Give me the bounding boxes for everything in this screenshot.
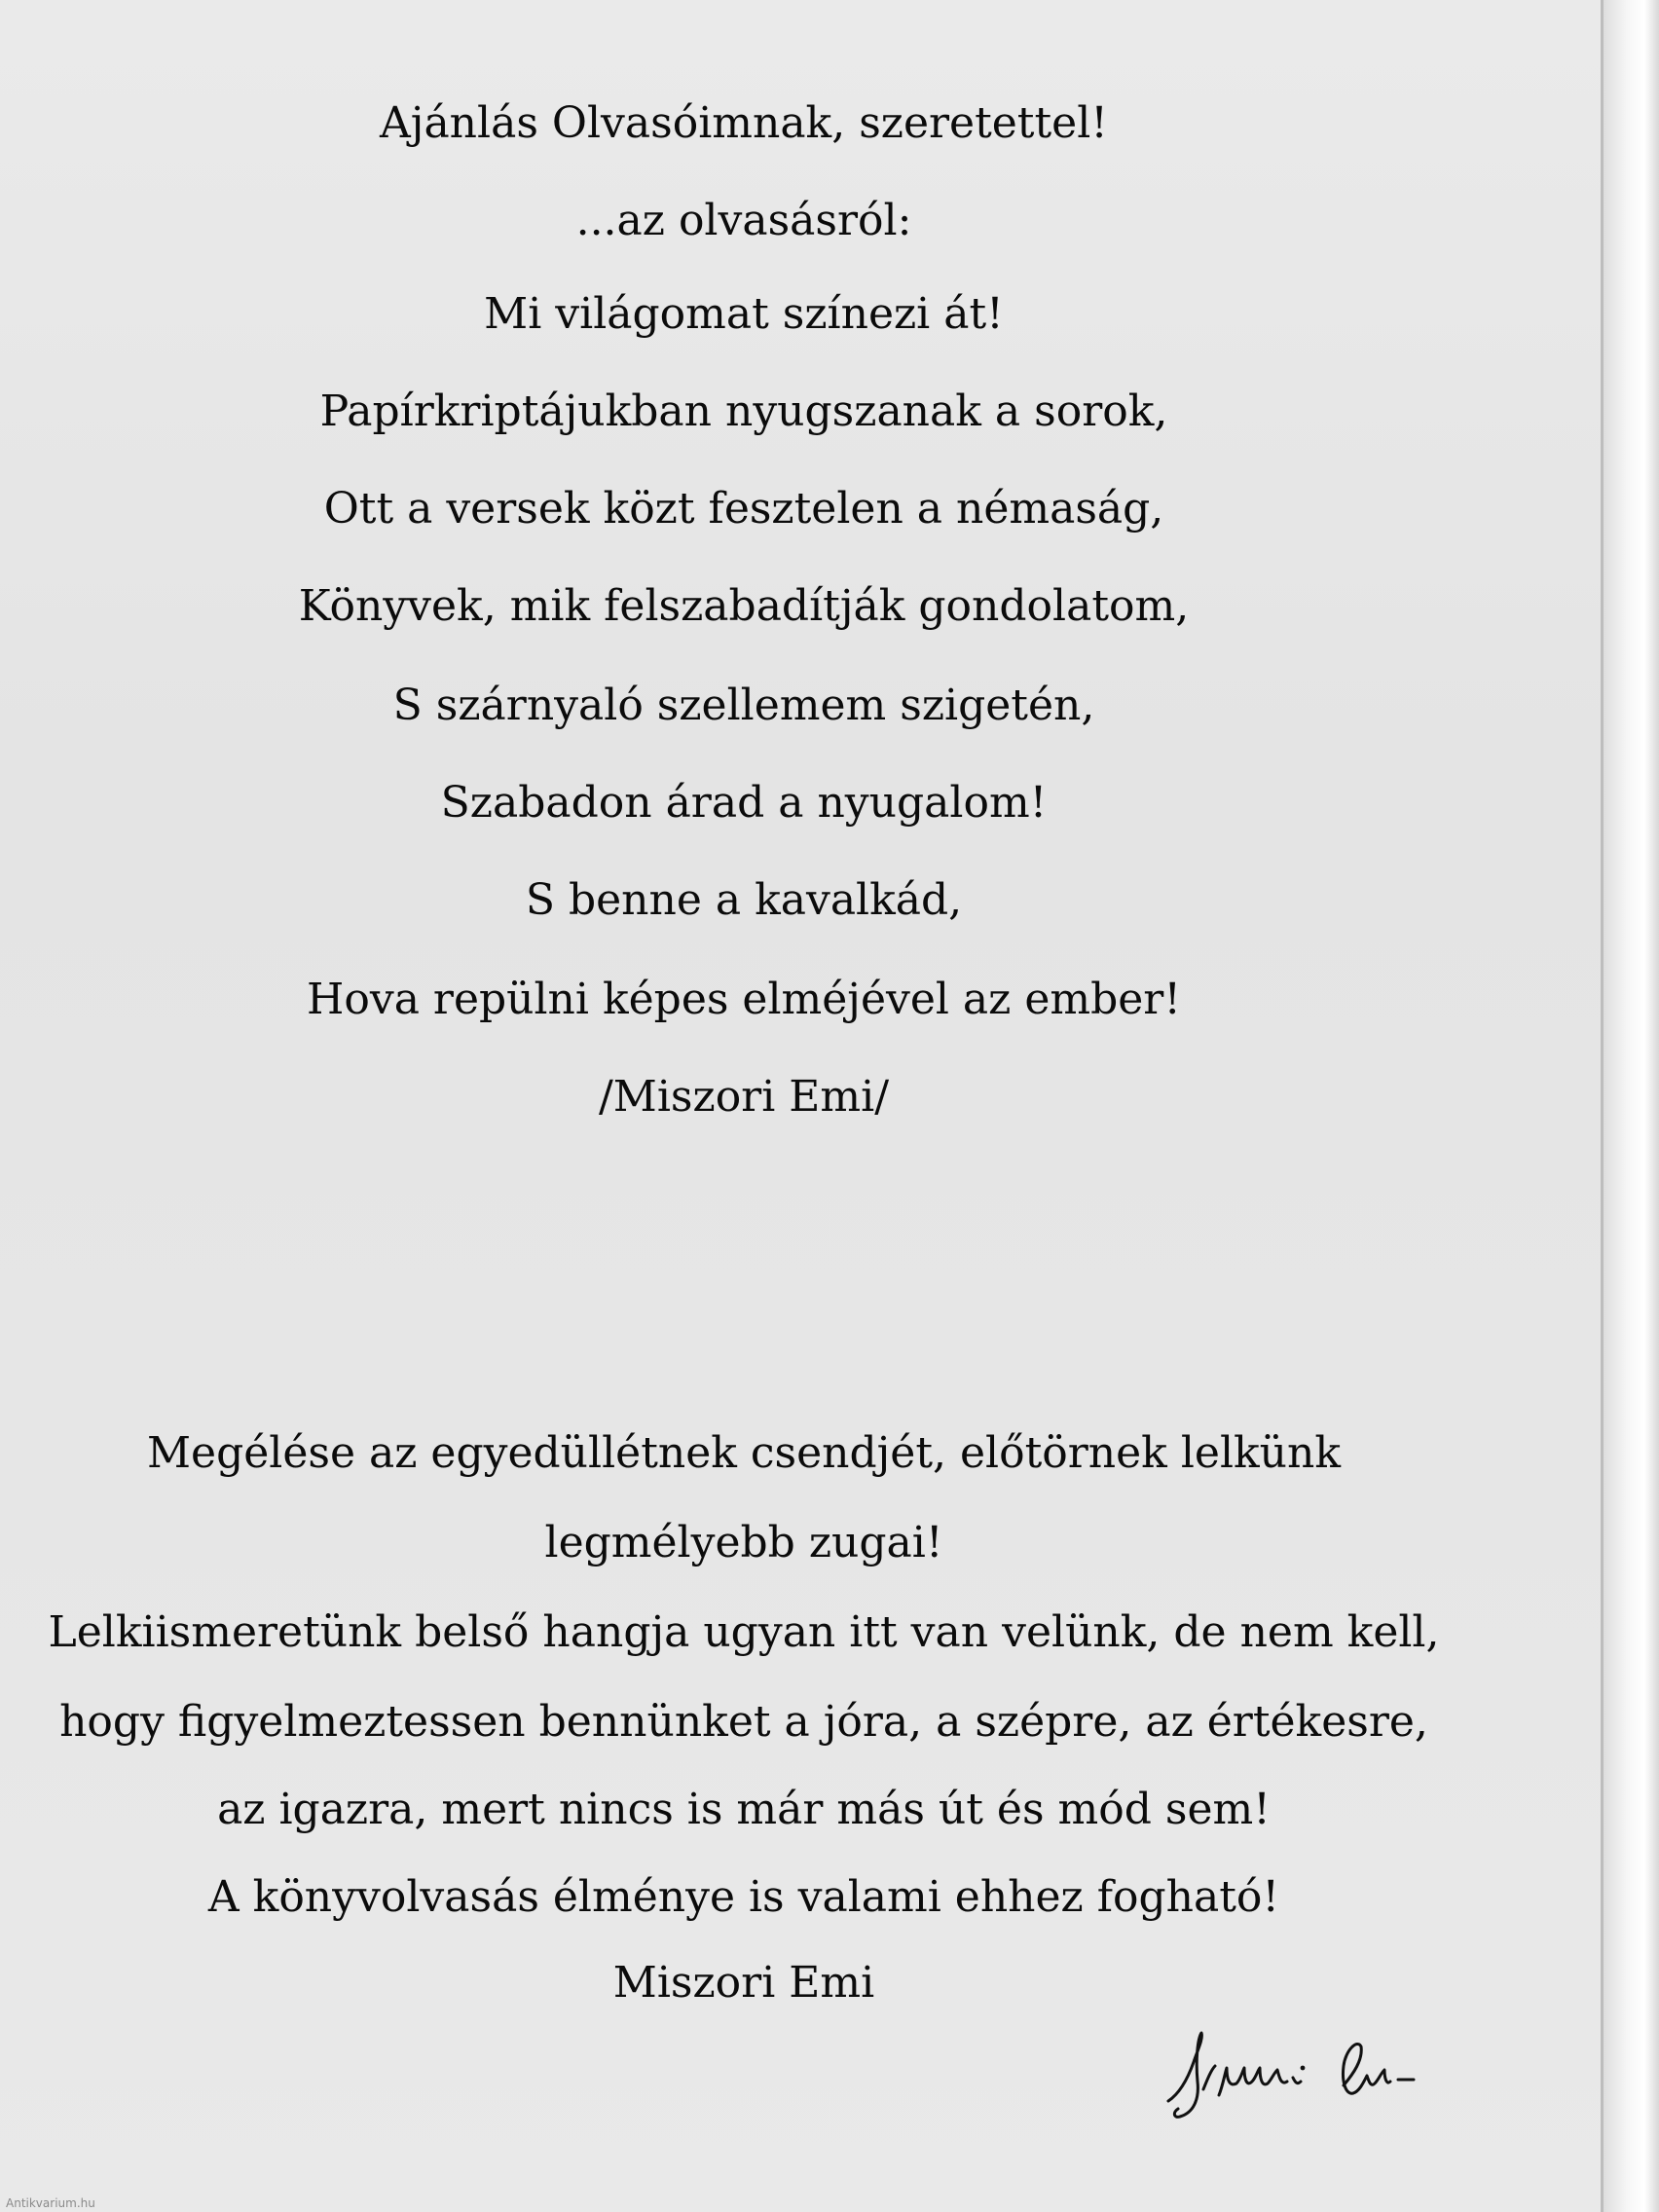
- prose-line: hogy figyelmeztessen bennünket a jóra, a szépre, az értékesre,: [59, 1697, 1428, 1747]
- poem-line: Mi világomat színezi át!: [484, 289, 1004, 339]
- handwritten-signature: [1159, 2025, 1451, 2132]
- poem-line: S benne a kavalkád,: [525, 875, 963, 925]
- prose-line: Lelkiismeretünk belső hangja ugyan itt van velünk, de nem kell,: [48, 1607, 1440, 1657]
- poem-line: Ott a versek közt fesztelen a némaság,: [323, 484, 1164, 534]
- poem-author: /Miszori Emi/: [598, 1072, 890, 1122]
- poem-line: Könyvek, mik felszabadítják gondolatom,: [298, 581, 1190, 631]
- page-edge: [1601, 0, 1659, 2212]
- prose-line: az igazra, mert nincs is már más út és mód sem!: [217, 1785, 1271, 1834]
- watermark-text: Antikvarium.hu: [6, 2196, 95, 2210]
- prose-line: A könyvolvasás élménye is valami ehhez fogható!: [207, 1872, 1280, 1922]
- poem-line: S szárnyaló szellemem szigetén,: [392, 681, 1095, 730]
- poem-subtitle: ...az olvasásról:: [575, 196, 912, 245]
- poem-line: Papírkriptájukban nyugszanak a sorok,: [319, 387, 1168, 436]
- poem-line: Szabadon árad a nyugalom!: [440, 778, 1048, 828]
- prose-line: Megélése az egyedüllétnek csendjét, előtörnek lelkünk: [146, 1428, 1342, 1478]
- poem-line: Hova repülni képes elméjével az ember!: [306, 975, 1182, 1024]
- prose-author: Miszori Emi: [612, 1958, 875, 2008]
- poem-title: Ajánlás Olvasóimnak, szeretettel!: [380, 98, 1108, 148]
- prose-line: legmélyebb zugai!: [544, 1518, 943, 1567]
